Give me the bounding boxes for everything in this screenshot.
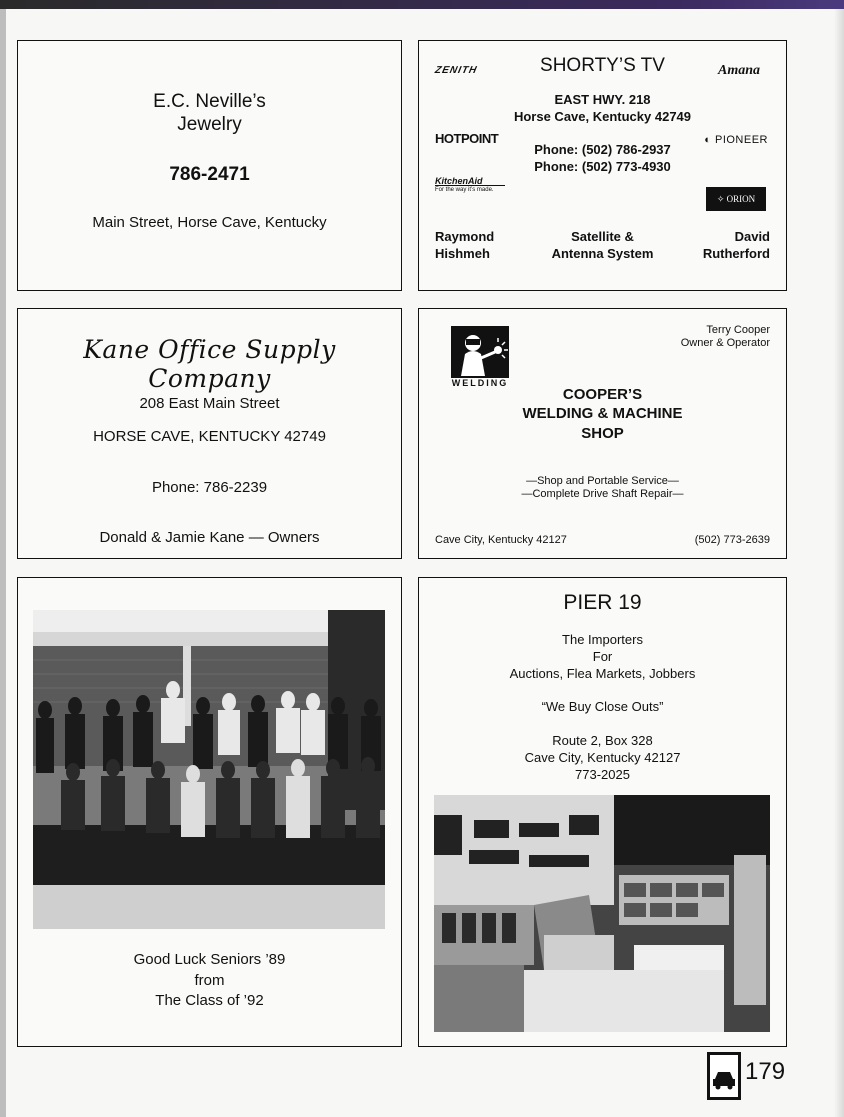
neville-jewelry-ad (17, 40, 402, 291)
pier-phone: 773-2025 (575, 767, 630, 782)
orion-logo (706, 187, 766, 211)
coopers-welding-ad (418, 308, 787, 559)
cooper-service2: —Complete Drive Shaft Repair— (521, 488, 684, 500)
zenith-logo: ZENITH (433, 65, 479, 76)
welder-icon (451, 326, 509, 378)
kitchenaid-tagline: For the way it’s made. (435, 187, 494, 193)
kane-title: Kane Office Supply Company (83, 335, 336, 393)
neville-name-line2: Jewelry (177, 114, 242, 135)
welding-logo (451, 326, 509, 378)
cooper-owner-name: Terry Cooper (706, 324, 770, 336)
pier-19-ad (418, 577, 787, 1047)
kane-city: HORSE CAVE, KENTUCKY 42749 (93, 428, 326, 445)
owner2-line1: David (734, 229, 770, 244)
shortys-title: SHORTY’S TV (540, 55, 665, 76)
kane-street: 208 East Main Street (139, 395, 280, 412)
neville-phone: 786-2471 (169, 164, 250, 185)
service-line1: Satellite & (571, 229, 634, 244)
orion-label: ORION (726, 194, 756, 204)
hotpoint-logo: HOTPOINT (435, 131, 499, 146)
kane-owners: Donald & Jamie Kane — Owners (99, 529, 320, 546)
owner1-line1: Raymond (435, 229, 495, 244)
pier-line2: For (592, 649, 613, 664)
seniors-line1: Good Luck Seniors ’89 (133, 951, 286, 968)
shortys-phone2: Phone: (502) 773-4930 (534, 159, 671, 174)
cooper-phone: (502) 773-2639 (694, 534, 770, 546)
pier-line1: The Importers (562, 632, 643, 647)
seniors-line2: from (194, 972, 225, 989)
pier-title: PIER 19 (563, 591, 642, 614)
neville-address: Main Street, Horse Cave, Kentucky (92, 214, 327, 231)
page-right-edge (834, 9, 844, 1117)
cooper-city: Cave City, Kentucky 42127 (435, 534, 567, 546)
owner2-line2: Rutherford (702, 246, 770, 261)
pier-line3: Auctions, Flea Markets, Jobbers (509, 666, 696, 681)
cooper-owner-title: Owner & Operator (680, 337, 770, 349)
page-top-border (0, 0, 844, 9)
kitchenaid-logo (435, 177, 505, 194)
cooper-title-line3: SHOP (581, 425, 624, 442)
service-line2: Antenna System (551, 246, 654, 261)
kane-phone: Phone: 786-2239 (151, 479, 268, 496)
owner1-line2: Hishmeh (435, 246, 490, 261)
shortys-phone1: Phone: (502) 786-2937 (534, 142, 671, 157)
pier-quote: “We Buy Close Outs” (541, 699, 664, 714)
class-group-photo (33, 610, 385, 929)
class-of-92-ad (17, 577, 402, 1047)
kane-office-supply-ad (17, 308, 402, 559)
welding-logo-caption: WELDING (451, 378, 509, 388)
amana-logo: Amana (717, 63, 760, 78)
car-icon (707, 1052, 741, 1100)
shortys-tv-ad (418, 40, 787, 291)
seniors-line3: The Class of ’92 (155, 992, 264, 1009)
shortys-address-line1: EAST HWY. 218 (554, 92, 651, 107)
store-interior-photo (434, 795, 770, 1032)
neville-name-line1: E.C. Neville’s (153, 91, 266, 112)
shortys-address-line2: Horse Cave, Kentucky 42749 (513, 109, 692, 124)
cooper-title-line1: COOPER’S (562, 386, 643, 403)
page-number: 179 (745, 1058, 786, 1085)
cooper-title-line2: WELDING & MACHINE (522, 405, 683, 422)
orion-star-icon: ✧ (716, 193, 727, 204)
pioneer-icon: ◐ (704, 134, 715, 146)
pioneer-label: PIONEER (714, 134, 768, 146)
pier-address2: Cave City, Kentucky 42127 (524, 750, 681, 765)
page-binding-edge (0, 9, 6, 1117)
pier-address1: Route 2, Box 328 (552, 733, 653, 748)
cooper-service1: —Shop and Portable Service— (526, 475, 679, 487)
kitchenaid-label: KitchenAid (435, 177, 505, 186)
